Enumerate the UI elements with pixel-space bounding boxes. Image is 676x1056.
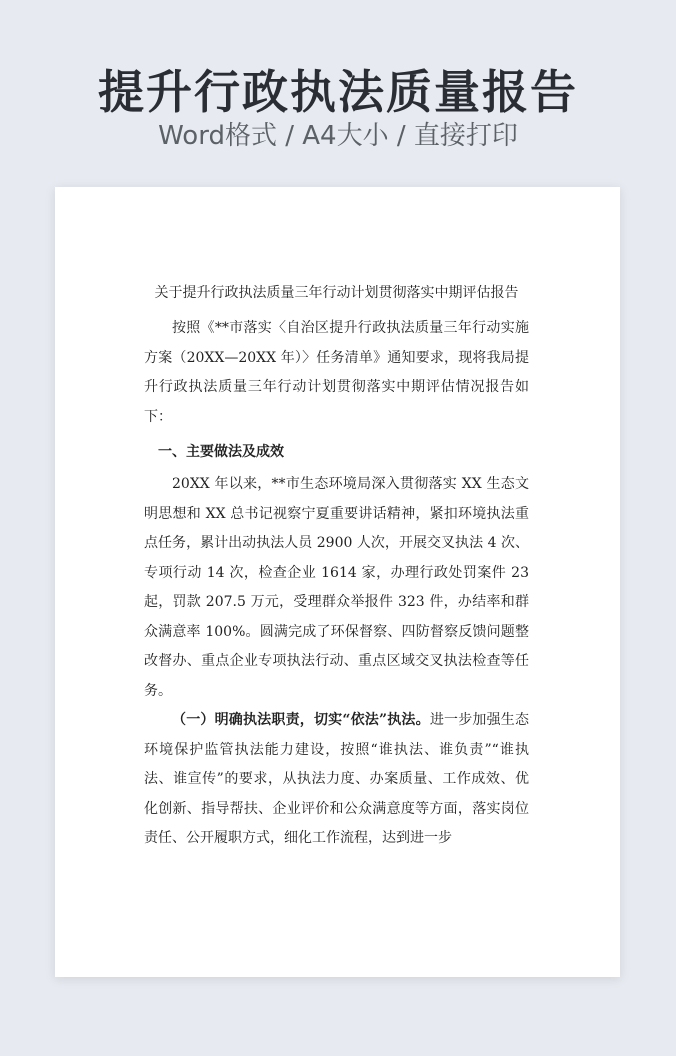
document-body <box>144 278 529 854</box>
section-heading: 一、主要做法及成效 <box>158 444 284 460</box>
intro-paragraph: 按照《**市落实〈自治区提升行政执法质量三年行动实施方案（20XX—20XX 年）〉任务清单》通知要求，现将我局提升行政执法质量三年行动计划贯彻落实中期评估情况报告如下： <box>144 320 529 425</box>
document-page <box>55 187 620 977</box>
subsection-paragraph <box>144 706 529 854</box>
banner-title: 提升行政执法质量报告 <box>98 65 578 119</box>
subsection-lead: （一）明确执法职责，切实“依法”执法。 <box>172 712 430 728</box>
section-paragraph: 20XX 年以来，**市生态环境局深入贯彻落实 XX 生态文明思想和 XX 总书记视察宁夏重要讲话精神，紧扣环境执法重点任务，累计出动执法人员 2900 人次，开展交叉执法 4 次、专项行动 14 次，检查企业 1614 家，办理行政处罚案件 23 起，罚款 207.5 万元，受理群众举报件 323 件，办结率和群众满意率 100%。圆满完成了环保督察、四防督察反馈问题整改督办、重点企业专项执法行动、重点区域交叉执法检查等任务。 <box>144 476 529 699</box>
banner-subtitle: Word格式 / A4大小 / 直接打印 <box>158 121 518 151</box>
subsection-body: 进一步加强生态环境保护监管执法能力建设，按照“谁执法、谁负责”“谁执法、谁宣传”的要求，从执法力度、办案质量、工作成效、优化创新、指导帮扶、企业评价和公众满意度等方面，落实岗位责任、公开履职方式，细化工作流程，达到进一步 <box>144 712 530 846</box>
document-title: 关于提升行政执法质量三年行动计划贯彻落实中期评估报告 <box>154 285 519 301</box>
